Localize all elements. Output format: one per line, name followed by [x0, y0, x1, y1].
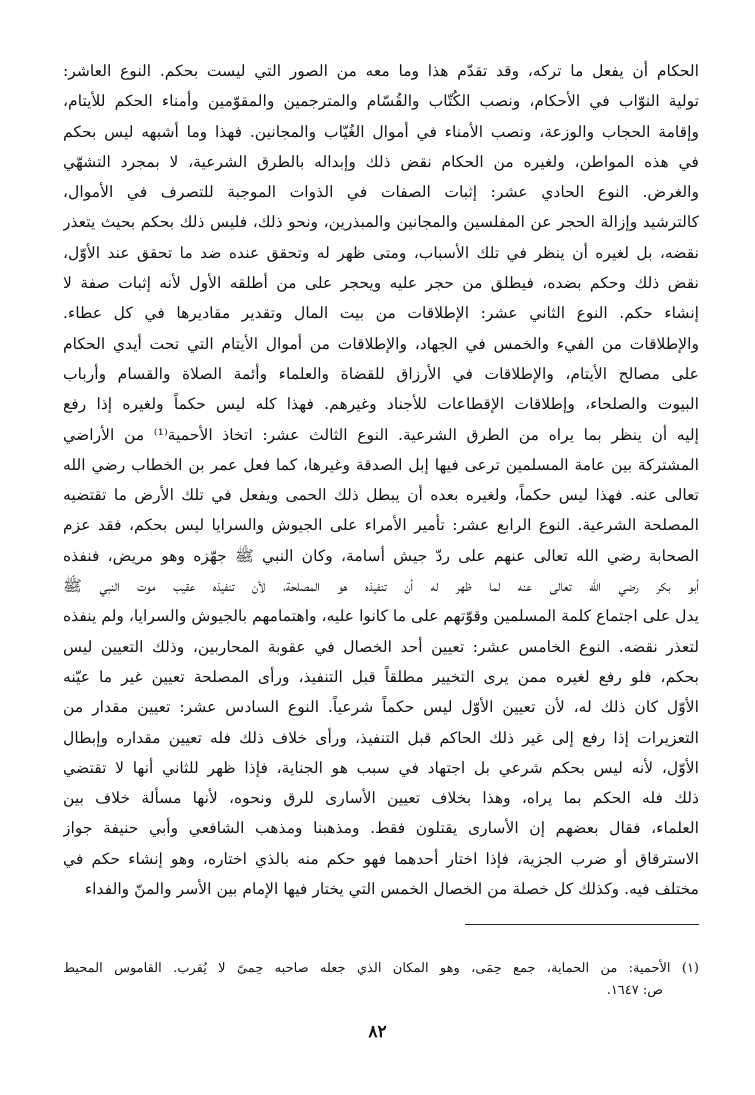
- text-line: وإقامة الحجاب والوزعة، ونصب الأمناء في أموال الغُيّاب والمجانين. فهذا وما أشبهه ليس بحكم: [63, 122, 699, 141]
- text-line: بحكم، فلو رفع لغيره ممن يرى التخيير مطلقاً قبل التنفيذ، ورأى المصلحة تعيين غير ما عيّنه: [63, 667, 699, 686]
- text-line: العلماء، فقال بعضهم إن الأسارى يقتلون فقط. ومذهبنا ومذهب الشافعي وأبي حنيفة جواز: [63, 819, 699, 838]
- text-line: المصلحة الشرعية. النوع الرابع عشر: تأمير الأمراء على الجيوش والسرايا ليس بحكم، فقد عزم: [63, 516, 699, 535]
- footnote-line: ص: ١٦٤٧.: [606, 983, 663, 998]
- text-line: إليه أن ينظر بما يراه من الطرق الشرعية. النوع الثالث عشر: اتخاذ الأحمية⁽¹⁾ من الأراضي: [63, 425, 699, 444]
- text-line: الأوّل كان ذلك له، لأن تعيين الأوّل ليس حكماً شرعياً. النوع السادس عشر: تعيين مقدار من: [63, 698, 699, 717]
- main-text: [63, 56, 699, 904]
- text-line: الصحابة رضي الله تعالى عنهم على ردّ جيش أسامة، وكان النبي ﷺ جهّزه وهو مريض، فنفذه: [63, 546, 699, 565]
- text-line: نقض ذلك وحكم بضده، فيطلق من حجر عليه ويحجر على من أطلقه الأول لأنه إثبات صفة لا: [63, 274, 699, 293]
- text-line: مختلف فيه. وكذلك كل خصلة من الخصال الخمس التي يختار فيها الإمام بين الأسر والمنّ والفداء: [84, 880, 699, 899]
- text-line: على مصالح الأيتام، والإطلاقات في الأرزاق للقضاة والعلماء وأئمة الصلاة والقسام وأرباب: [63, 364, 699, 383]
- text-line: يدل على اجتماع كلمة المسلمين وقوّتهم على ما كانوا عليه، واهتمامهم بالجيوش والسرايا، ولم ينفذه: [63, 607, 699, 626]
- text-line: كالترشيد وإزالة الحجر عن المفلسين والمجانين والمبذرين، ونحو ذلك، فليس ذلك بحكم بحيث يتعذر: [63, 213, 699, 232]
- text-line: الاسترقاق أو ضرب الجزية، فإذا اختار أحدهما فهو حكم منه بالذي اختاره، وهو إنشاء حكم في: [63, 849, 699, 868]
- footnote: [63, 958, 699, 1002]
- page-number: ٨٢: [368, 1022, 387, 1042]
- text-line: في هذه المواطن، ولغيره من الحكام نقض ذلك وإبداله بالطرق الشرعية، لا بمجرد التشهّي: [63, 152, 699, 171]
- footnote-separator: [465, 924, 699, 925]
- footnote-line: (١) الأحمية: من الحماية، جمع حِمَى، وهو المكان الذي جعله صاحبه حِمىً لا يُقرب. القاموس المحيط: [63, 961, 699, 976]
- text-line: إنشاء حكم. النوع الثاني عشر: الإطلاقات من بيت المال وتقدير مقاديرها في كل عطاء.: [63, 304, 699, 323]
- text-line: التعزيرات إذا رفع إلى غير ذلك الحاكم قبل التنفيذ، ورأى خلاف ذلك فله تعيين مقداره وإبطال: [63, 728, 699, 747]
- text-line: لتعذر نقضه. النوع الخامس عشر: تعيين أحد الخصال في عقوبة المحاربين، وذلك التعيين ليس: [63, 637, 699, 656]
- text-line: ذلك فله الحكم بما يراه، وهذا بخلاف تعيين الأسارى للرق ونحوه، لأنها مسألة خلاف بين: [63, 789, 699, 808]
- text-line: تعالى عنه. فهذا ليس حكماً، ولغيره بعده أن يبطل ذلك الحمى ويفعل في تلك الأرض ما تقتضيه: [63, 486, 699, 505]
- text-line: المشتركة بين عامة المسلمين ترعى فيها إبل الصدقة وغيرها، كما فعل عمر بن الخطاب رضي الله: [63, 455, 699, 474]
- text-line: والغرض. النوع الحادي عشر: إثبات الصفات في الذوات الموجبة للتصرف في الأموال،: [63, 183, 699, 202]
- text-line: البيوت والصلحاء، وإطلاقات الإقطاعات للأجناد وغيرهم. فهذا كله ليس حكماً ولغيره إذا رفع: [63, 395, 699, 414]
- text-line: والإطلاقات من الفيء والخمس في الجهاد، والإطلاقات من أموال الأيتام التي تحت أيدي الحكام: [63, 334, 699, 353]
- text-line: أبو بكر رضي الله تعالى عنه لما ظهر له أن تنفيذه هو المصلحة، لأن تنفيذه عقيب موت النبي ﷺ: [63, 577, 699, 596]
- text-line: الأوّل، لأنه ليس بحكم شرعي بل اجتهاد في سبب هو الجناية، فإذا ظهر للثاني أنها لا تقتضي: [63, 758, 699, 777]
- text-line: نقضه، بل لغيره أن ينظر في تلك الأسباب، ومتى ظهر له وتحقق عنده ضد ما تحقق عند الأوّل،: [63, 243, 699, 262]
- text-line: الحكام أن يفعل ما تركه، وقد تقدّم هذا وما معه من الصور التي ليست بحكم. النوع العاشر:: [63, 62, 699, 80]
- text-line: تولية النوّاب في الأحكام، ونصب الكُتّاب والقُسّام والمترجمين والمقوّمين وأمناء الحكم للأيتام،: [63, 92, 699, 111]
